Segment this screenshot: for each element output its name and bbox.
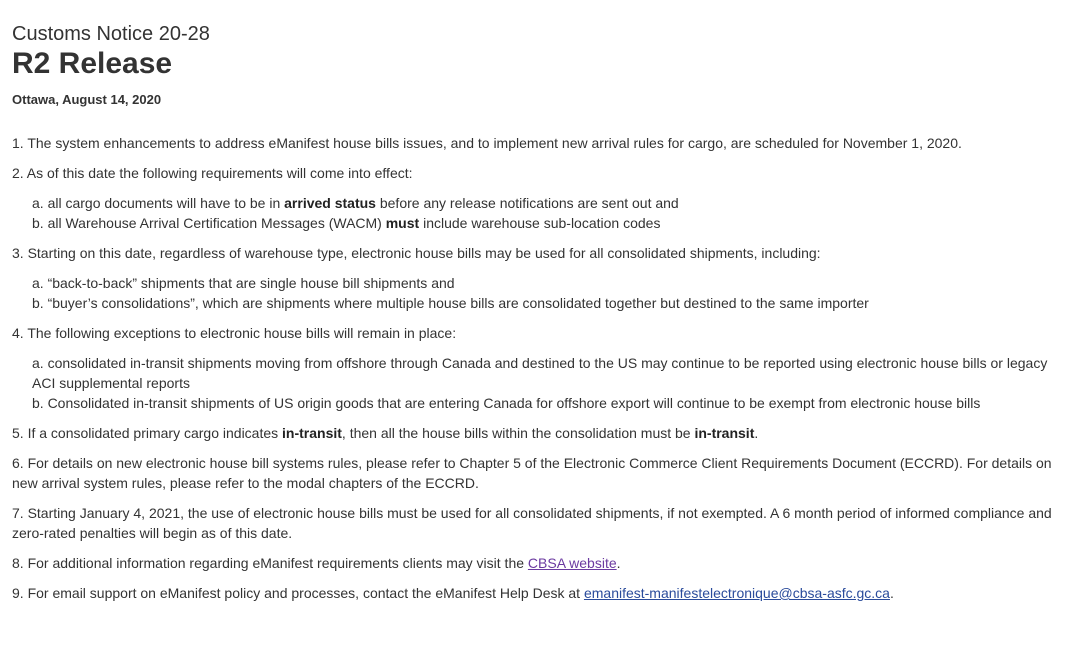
- paragraph-2b-text: b. all Warehouse Arrival Certification Messages (WACM): [32, 215, 386, 231]
- paragraph-4-sublist: [12, 353, 1068, 413]
- paragraph-9-text-end: .: [889, 585, 894, 601]
- paragraph-5-text: 5. If a consolidated primary cargo indicates: [12, 425, 283, 441]
- in-transit-emphasis-1: in-transit: [282, 425, 342, 441]
- paragraph-4: 4. The following exceptions to electronic house bills will remain in place:: [12, 325, 457, 341]
- dateline: Ottawa, August 14, 2020: [12, 92, 162, 107]
- paragraph-2a-text-end: before any release notifications are sent out and: [375, 195, 679, 211]
- paragraph-7: 7. Starting January 4, 2021, the use of electronic house bills must be used for all consolidated shipments, if not exempted. A 6 month period of informed compliance and zero-rated penalties will begin as of this date.: [12, 505, 1052, 541]
- paragraph-9: [12, 583, 1068, 603]
- paragraph-4b: b. Consolidated in-transit shipments of US origin goods that are entering Canada for offshore export will continue to be exempt from electronic house bills: [32, 395, 981, 411]
- paragraph-2a-text: a. all cargo documents will have to be in: [32, 195, 285, 211]
- paragraph-5: [12, 423, 1068, 443]
- paragraph-3: 3. Starting on this date, regardless of warehouse type, electronic house bills may be used for all consolidated shipments, including:: [12, 245, 821, 261]
- page-title: R2 Release: [12, 47, 173, 80]
- paragraph-3-sublist: [32, 273, 1068, 313]
- paragraph-3b: b. “buyer’s consolidations”, which are shipments where multiple house bills are consolidated together but destined to the same importer: [32, 295, 869, 311]
- notice-label: Customs Notice 20-28: [12, 23, 210, 45]
- paragraph-8-text-end: .: [616, 555, 621, 571]
- paragraph-8: [12, 553, 1068, 573]
- must-emphasis: must: [385, 215, 420, 231]
- in-transit-emphasis-2: in-transit: [694, 425, 755, 441]
- paragraph-6: 6. For details on new electronic house bill systems rules, please refer to Chapter 5 of the Electronic Commerce Client Requirements Document (ECCRD). For details on new arrival system rules, please refer to the modal chapters of the ECCRD.: [12, 455, 1052, 491]
- paragraph-2b-text-end: include warehouse sub-location codes: [419, 215, 661, 231]
- arrived-status-emphasis: arrived status: [284, 195, 376, 211]
- paragraph-5-text-mid: , then all the house bills within the consolidation must be: [341, 425, 695, 441]
- notice-body: [12, 133, 1068, 603]
- paragraph-2a: [32, 193, 1068, 213]
- cbsa-website-link[interactable]: CBSA website: [527, 555, 617, 571]
- paragraph-9-text: 9. For email support on eManifest policy and processes, contact the eManifest Help Desk at: [12, 585, 584, 601]
- paragraph-3a: a. “back-to-back” shipments that are single house bill shipments and: [32, 275, 455, 291]
- paragraph-2: 2. As of this date the following requirements will come into effect:: [12, 165, 413, 181]
- paragraph-1: 1. The system enhancements to address eManifest house bills issues, and to implement new arrival rules for cargo, are scheduled for November 1, 2020.: [12, 135, 962, 151]
- paragraph-4a: a. consolidated in-transit shipments moving from offshore through Canada and destined to the US may continue to be reported using electronic house bills or legacy ACI supplemental reports: [32, 355, 1048, 391]
- paragraph-2-sublist: [32, 193, 1068, 233]
- paragraph-5-text-end: .: [754, 425, 759, 441]
- paragraph-8-text: 8. For additional information regarding eManifest requirements clients may visit the: [12, 555, 528, 571]
- paragraph-2b: [32, 213, 1068, 233]
- help-desk-email-link[interactable]: emanifest-manifestelectronique@cbsa-asfc.gc.ca: [583, 585, 890, 601]
